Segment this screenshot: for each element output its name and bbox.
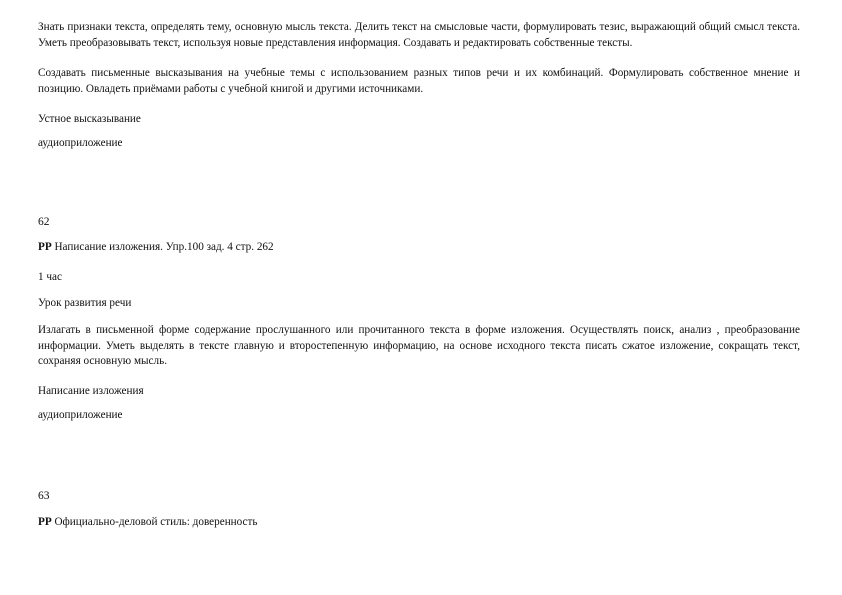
lesson-type: Урок развития речи	[38, 297, 132, 309]
lesson-title-63-prefix: РР	[38, 516, 52, 528]
paragraph-audio-appendix-2: аудиоприложение	[38, 409, 123, 421]
lesson-title-62	[38, 240, 800, 256]
lesson-number-62: 62	[38, 216, 50, 228]
lesson-title-62-text: Написание изложения. Упр.100 зад. 4 стр. 262	[51, 241, 274, 253]
lesson-title-62-prefix: РР	[38, 241, 52, 253]
paragraph-writing-summary: Написание изложения	[38, 385, 144, 397]
paragraph-text-skills: Знать признаки текста, определять тему, основную мысль текста. Делить текст на смысловые части, формулировать тезис, выражающий общий смысл текста. Уметь преобразовывать текст, используя новые представления информация. Создавать и редактировать собственные тексты.	[38, 21, 800, 49]
paragraph-oral-statement: Устное высказывание	[38, 113, 141, 125]
paragraph-summary-skills: Излагать в письменной форме содержание прослушанного или прочитанного текста в форме изложения. Осуществлять поиск, анализ , преобразование информации. Уметь выделять в тексте главную и второстепенную информацию, на основе исходного текста писать сжатое изложение, сокращать текст, сохраняя основную мысль.	[38, 324, 800, 367]
lesson-hours: 1 час	[38, 271, 62, 283]
paragraph-audio-appendix-1: аудиоприложение	[38, 137, 123, 149]
lesson-title-63-text: Официально-деловой стиль: доверенность	[51, 516, 258, 528]
lesson-number-63: 63	[38, 490, 50, 502]
paragraph-writing-skills: Создавать письменные высказывания на учебные темы с использованием разных типов речи и их комбинаций. Формулировать собственное мнение и позицию. Овладеть приёмами работы с учебной книгой и другими источниками.	[38, 67, 800, 95]
lesson-title-63	[38, 515, 800, 531]
